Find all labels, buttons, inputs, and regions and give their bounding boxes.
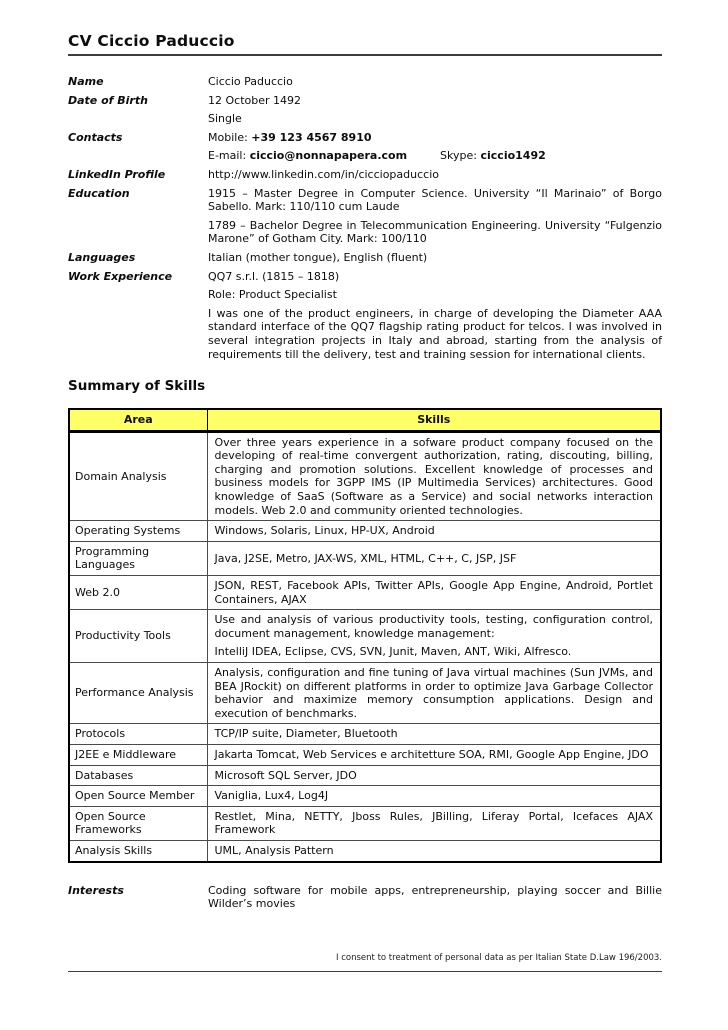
- skills-text: Jakarta Tomcat, Web Services e architetture SOA, RMI, Google App Engine, JDO: [214, 747, 649, 761]
- table-row: [69, 663, 661, 724]
- table-row: [69, 840, 661, 861]
- skills-table: [68, 408, 662, 862]
- email-label: E-mail:: [208, 149, 250, 163]
- row-label-interests: Interests: [68, 883, 124, 897]
- area-cell: Databases: [69, 765, 207, 786]
- row-label-contacts: Contacts: [68, 130, 123, 144]
- work-description: I was one of the product engineers, in charge of developing the Diameter AAA standard interface of the QQ7 flagship rating product for telcos. I was involved in several integration projects in Italy and abroad, starting from the analysis of requirements till the delivery, test and training session for international clients.: [208, 306, 662, 361]
- profile-row-work-experience: [68, 270, 662, 362]
- area-cell: Open Source Member: [69, 786, 207, 807]
- skills-cell: [207, 744, 661, 765]
- profile-row-contacts: [68, 131, 662, 163]
- email-skype-line: [208, 149, 662, 163]
- area-cell: Web 2.0: [69, 576, 207, 610]
- column-header-area: Area: [69, 409, 207, 431]
- linkedin-url: http://www.linkedin.com/in/cicciopaduccio: [208, 167, 439, 181]
- skills-text: TCP/IP suite, Diameter, Bluetooth: [214, 727, 398, 741]
- table-row: [69, 610, 661, 663]
- area-cell: Protocols: [69, 724, 207, 745]
- row-label-work-experience: Work Experience: [68, 269, 173, 283]
- table-row: [69, 521, 661, 542]
- table-row: [69, 765, 661, 786]
- skills-text: Microsoft SQL Server, JDO: [214, 768, 357, 782]
- area-cell: Productivity Tools: [69, 610, 207, 663]
- area-cell: Open Source Frameworks: [69, 806, 207, 840]
- row-label-linkedin: LinkedIn Profile: [68, 167, 166, 181]
- mobile-label: Mobile:: [208, 130, 252, 144]
- skills-text: JSON, REST, Facebook APIs, Twitter APIs, Google App Engine, Android, Portlet Containers, AJAX: [214, 579, 653, 606]
- skills-cell: [207, 576, 661, 610]
- profile-row-linkedin: [68, 168, 662, 182]
- skills-text: UML, Analysis Pattern: [214, 843, 334, 857]
- row-label-date-of-birth: Date of Birth: [68, 93, 148, 107]
- profile-row-date-of-birth: [68, 94, 662, 126]
- table-row: [69, 744, 661, 765]
- skills-cell: [207, 610, 661, 663]
- skills-text: IntelliJ IDEA, Eclipse, CVS, SVN, Junit, Maven, ANT, Wiki, Alfresco.: [214, 645, 572, 659]
- skills-cell: [207, 541, 661, 575]
- email-address: ciccio@nonnapapera.com: [249, 149, 408, 163]
- interests-value: Coding software for mobile apps, entrepreneurship, playing soccer and Billie Wilder’s movies: [208, 883, 662, 911]
- mobile-line: [208, 131, 662, 145]
- skills-cell: [207, 806, 661, 840]
- row-value-education: [208, 187, 662, 246]
- skills-cell: [207, 840, 661, 861]
- work-company: QQ7 s.r.l. (1815 – 1818): [208, 269, 340, 283]
- profile-row-languages: [68, 251, 662, 265]
- row-label-name: Name: [68, 75, 104, 88]
- table-row: [69, 724, 661, 745]
- area-cell: Operating Systems: [69, 521, 207, 542]
- consent-note: I consent to treatment of personal data as per Italian State D.Law 196/2003.: [68, 952, 662, 972]
- page-title: CV Ciccio Paduccio: [68, 32, 662, 56]
- skype-id: ciccio1492: [480, 149, 546, 163]
- row-label-education: Education: [68, 186, 130, 200]
- profile-row-education: [68, 187, 662, 246]
- area-cell: J2EE e Middleware: [69, 744, 207, 765]
- table-row: [69, 806, 661, 840]
- area-cell: Performance Analysis: [69, 663, 207, 724]
- skills-cell: [207, 765, 661, 786]
- skills-text: Restlet, Mina, NETTY, Jboss Rules, JBilling, Liferay Portal, Icefaces AJAX Framework: [214, 809, 653, 837]
- table-row: [69, 431, 661, 521]
- skills-cell: [207, 521, 661, 542]
- profile-row-name: [68, 75, 662, 89]
- column-header-skills: Skills: [207, 409, 661, 431]
- area-cell: Programming Languages: [69, 541, 207, 575]
- skills-text: Java, J2SE, Metro, JAX-WS, XML, HTML, C++, C, JSP, JSF: [214, 551, 517, 565]
- table-row: [69, 786, 661, 807]
- table-row: [69, 541, 661, 575]
- skills-cell: [207, 431, 661, 521]
- area-cell: Analysis Skills: [69, 840, 207, 861]
- skills-text: Vaniglia, Lux4, Log4J: [214, 789, 329, 803]
- skills-section-heading: Summary of Skills: [68, 378, 206, 395]
- skills-text: Over three years experience in a sofware product company focused on the developing of real-time convergent authorization, rating, discouting, billing, charging and promotion solutions. Excellent knowledge of processes and business models for 3GPP IMS (IP Multimedia Services) architectures. Good knowledge of SaaS (Software as a Service) and social networks interaction models. Web 2.0 and community oriented technologies.: [214, 435, 653, 517]
- skills-table-header-row: [69, 409, 661, 431]
- row-value-date-of-birth: [208, 94, 662, 126]
- row-value-work-experience: [208, 270, 662, 362]
- area-cell: Domain Analysis: [69, 431, 207, 521]
- table-row: [69, 576, 661, 610]
- mobile-number: +39 123 4567 8910: [251, 130, 372, 144]
- birth-date: 12 October 1492: [208, 93, 302, 107]
- row-value-name: Ciccio Paduccio: [208, 75, 293, 88]
- row-label-languages: Languages: [68, 250, 136, 264]
- education-degree: 1915 – Master Degree in Computer Science. University “Il Marinaio” of Borgo Sabello. Mark: 110/110 cum Laude: [208, 186, 662, 214]
- skills-cell: [207, 786, 661, 807]
- skype-label: Skype:: [440, 149, 481, 163]
- skills-text: Windows, Solaris, Linux, HP-UX, Android: [214, 524, 435, 538]
- skills-text: Use and analysis of various productivity tools, testing, configuration control, document management, knowledge management:: [214, 613, 653, 640]
- work-role: Role: Product Specialist: [208, 288, 337, 302]
- row-value-contacts: [208, 131, 662, 163]
- skills-text: Analysis, configuration and fine tuning of Java virtual machines (Sun JVMs, and BEA JRockit) on different platforms in order to optimize Java Garbage Collector behavior and maximize memory consumption applications. Design and execution of benchmarks.: [214, 666, 653, 720]
- languages-value: Italian (mother tongue), English (fluent): [208, 250, 428, 264]
- skills-cell: [207, 663, 661, 724]
- skills-cell: [207, 724, 661, 745]
- profile-row-interests: [68, 884, 662, 911]
- education-degree: 1789 – Bachelor Degree in Telecommunication Engineering. University “Fulgenzio Marone” of Gotham City. Mark: 100/110: [208, 218, 662, 246]
- marital-status: Single: [208, 112, 242, 126]
